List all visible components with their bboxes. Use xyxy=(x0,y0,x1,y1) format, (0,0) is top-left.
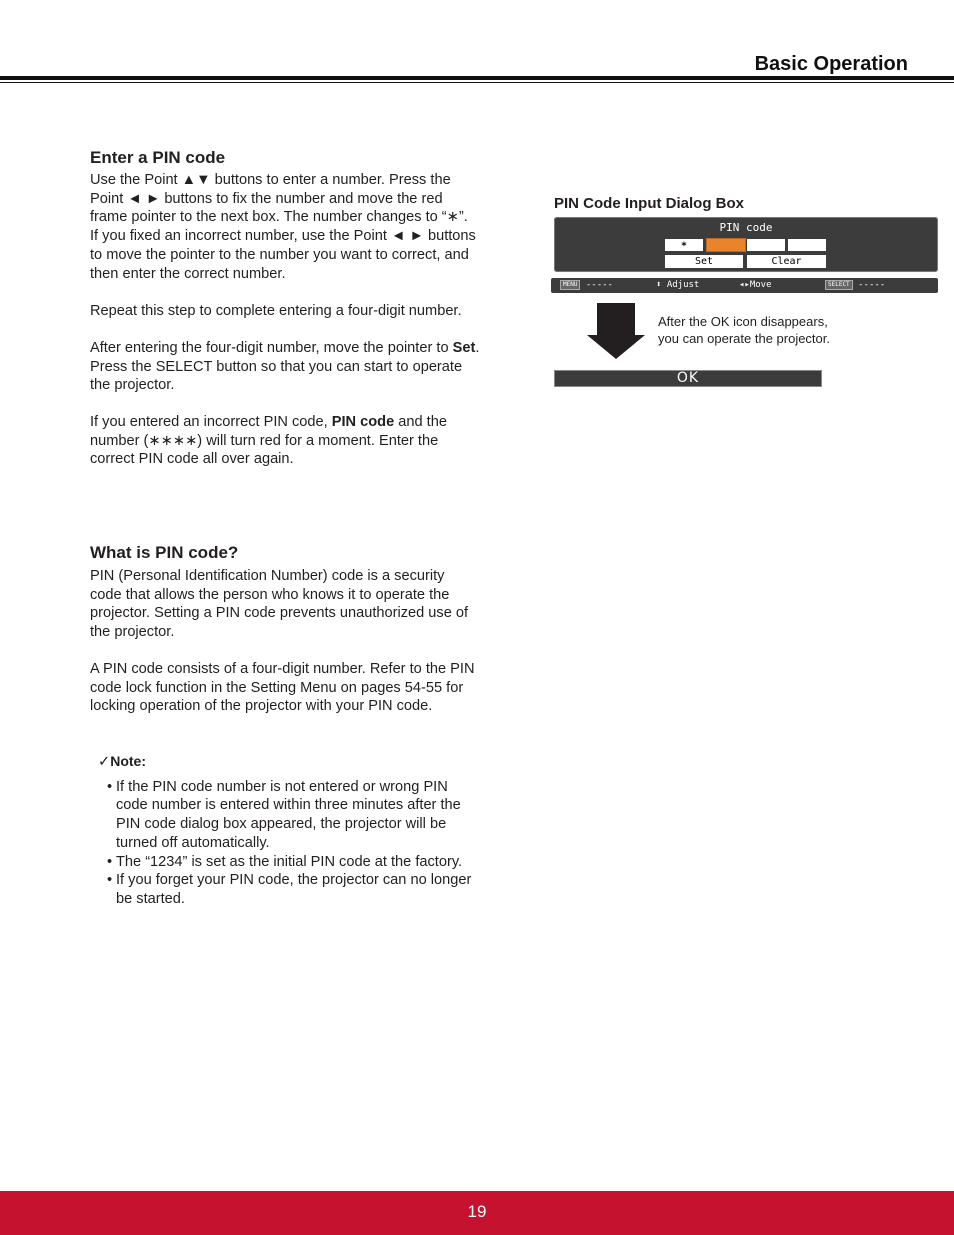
page-section-title: Basic Operation xyxy=(754,53,908,75)
after-ok-caption: After the OK icon disappears, you can operate the projector. xyxy=(658,314,831,346)
pin-digit-1[interactable]: ∗ xyxy=(665,239,703,251)
page-number: 19 xyxy=(467,1202,487,1221)
status-menu: MENU ----- xyxy=(560,279,613,292)
header-rule-thick xyxy=(0,76,954,80)
enter-pin-section xyxy=(90,148,510,469)
note-list xyxy=(98,778,508,909)
set-button[interactable]: Set xyxy=(665,255,743,268)
note-item: • If you forget your PIN code, the projector can no longer be started. xyxy=(98,871,508,908)
menu-key-icon: MENU xyxy=(560,280,580,290)
header-rule-thin xyxy=(0,82,954,83)
what-pin-section xyxy=(90,543,510,716)
left-right-arrow-icon: ◂▸ xyxy=(739,280,750,290)
status-adjust: ⬍ Adjust xyxy=(656,280,700,290)
note-box xyxy=(98,752,508,909)
what-pin-paragraph-1: PIN (Personal Identification Number) code is a security code that allows the person who knows it to operate the projector. Setting a PIN code prevents unauthorized use of the projector. xyxy=(90,568,469,641)
dialog-figure-title: PIN Code Input Dialog Box xyxy=(554,195,744,212)
enter-pin-paragraph-2: Repeat this step to complete entering a four-digit number. xyxy=(90,303,462,320)
dialog-label: PIN code xyxy=(719,221,773,234)
check-icon: ✓ xyxy=(98,754,111,770)
what-pin-paragraph-2: A PIN code consists of a four-digit number. Refer to the PIN code lock function in the Setting Menu on pages 54-55 for locking operation of the projector with your PIN code. xyxy=(90,660,475,715)
down-arrow-icon xyxy=(587,303,645,359)
note-item: • The “1234” is set as the initial PIN code at the factory. xyxy=(98,853,508,872)
what-pin-heading: What is PIN code? xyxy=(90,543,239,562)
note-title: Note: xyxy=(110,753,147,769)
ok-indicator: OK xyxy=(554,370,822,387)
page-footer xyxy=(0,1191,954,1235)
note-item: • If the PIN code number is not entered or wrong PIN code number is entered within three minutes after the PIN code dialog box appeared, the projector will be turned off automatically. xyxy=(98,778,508,853)
select-key-icon: SELECT xyxy=(825,280,853,290)
clear-button[interactable]: Clear xyxy=(747,255,826,268)
status-select: SELECT ----- xyxy=(825,279,885,292)
enter-pin-paragraph-4: If you entered an incorrect PIN code, PIN code and the number (∗∗∗∗) will turn red for a moment. Enter the correct PIN code all over again. xyxy=(90,414,447,468)
dialog-status-bar xyxy=(551,278,938,293)
status-move: ◂▸Move xyxy=(739,280,772,290)
enter-pin-heading: Enter a PIN code xyxy=(90,148,226,167)
enter-pin-paragraph-3: After entering the four-digit number, move the pointer to Set. Press the SELECT button so that you can start to operate the projector. xyxy=(90,339,480,394)
enter-pin-paragraph-1: Use the Point ▲▼ buttons to enter a number. Press the Point ◄ ► buttons to fix the number and move the red frame pointer to the next box. The number changes to “∗”. If you fixed an incorrect number, use the Point ◄ ► buttons to move the pointer to the number you want to correct, and then enter the correct number. xyxy=(90,172,476,282)
pin-digit-4[interactable] xyxy=(788,239,826,251)
pin-digit-2[interactable] xyxy=(706,238,746,252)
up-down-arrow-icon: ⬍ xyxy=(656,280,662,290)
note-header xyxy=(98,752,508,772)
pin-code-dialog xyxy=(554,217,938,272)
pin-digit-3[interactable] xyxy=(747,239,785,251)
